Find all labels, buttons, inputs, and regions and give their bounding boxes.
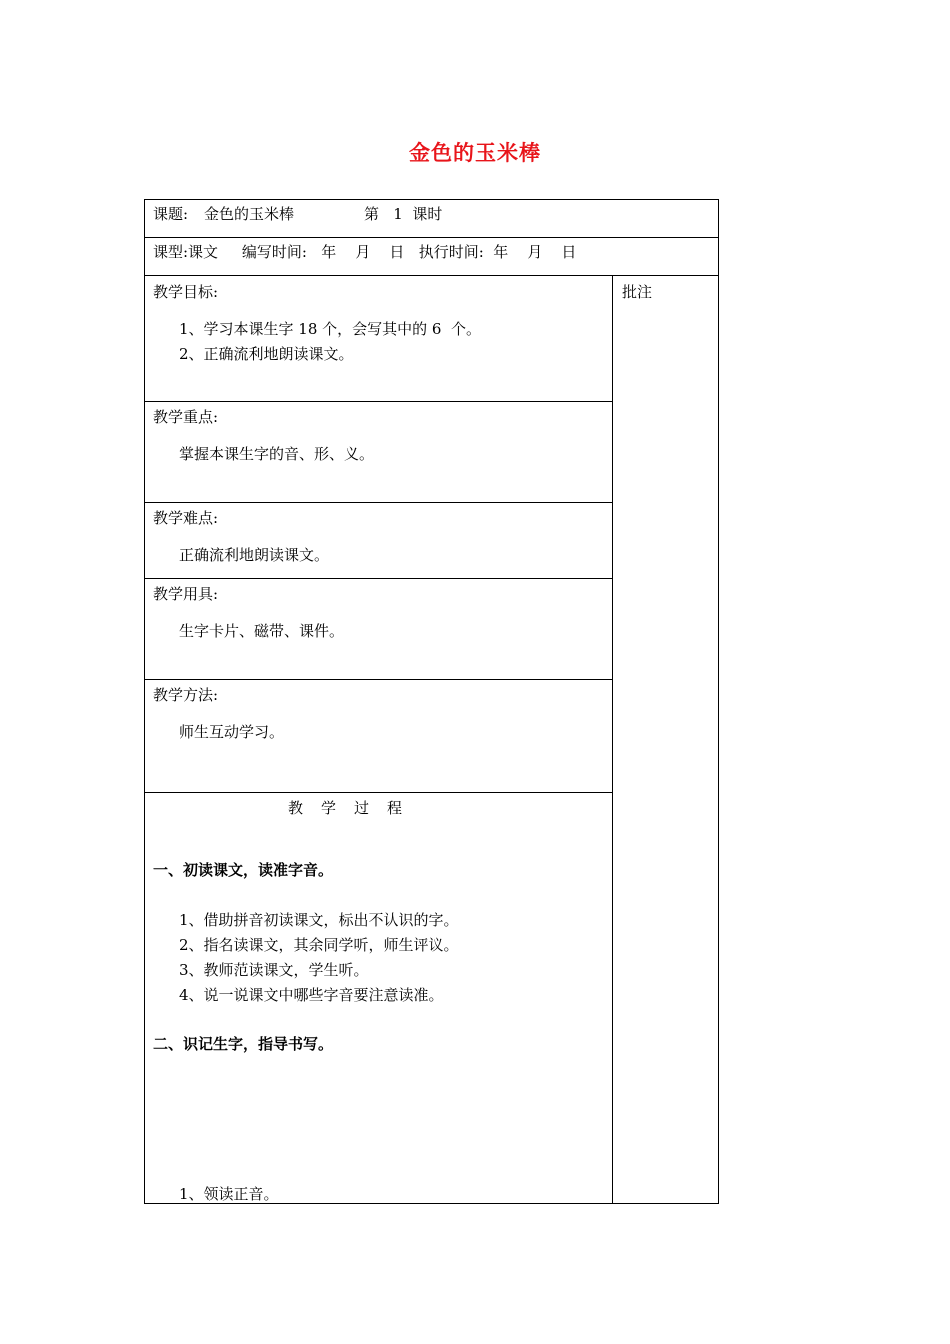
process-step: 1、借助拼音初读课文，标出不认识的字。 <box>179 911 459 929</box>
page-title: 金色的玉米棒 <box>409 141 541 165</box>
row-divider <box>144 237 719 238</box>
process-heading: 教学过程 <box>288 799 421 817</box>
lesson-type-row: 课型:课文 编写时间: 年 月 日 执行时间: 年 月 日 <box>153 243 577 261</box>
row-divider <box>144 275 719 276</box>
methods-text: 师生互动学习。 <box>179 723 285 741</box>
process-part2-heading: 二、识记生字，指导书写。 <box>153 1035 334 1053</box>
difficulties-text: 正确流利地朗读课文。 <box>179 546 330 564</box>
row-divider <box>144 502 612 503</box>
goal-item: 1、学习本课生字 18 个，会写其中的 6 个。 <box>179 320 482 338</box>
process-step: 1、领读正音。 <box>179 1185 279 1203</box>
row-divider <box>144 401 612 402</box>
key-points-text: 掌握本课生字的音、形、义。 <box>179 445 375 463</box>
lesson-title: 金色的玉米棒 <box>204 205 295 223</box>
key-points-heading: 教学重点: <box>153 408 219 426</box>
row-divider <box>144 578 612 579</box>
process-step: 3、教师范读课文，学生听。 <box>179 961 369 979</box>
process-step: 2、指名读课文，其余同学听，师生评议。 <box>179 936 459 954</box>
goal-item: 2、正确流利地朗读课文。 <box>179 345 354 363</box>
tools-text: 生字卡片、磁带、课件。 <box>179 622 345 640</box>
difficulties-heading: 教学难点: <box>153 509 219 527</box>
lesson-label: 课题: <box>153 205 189 223</box>
methods-heading: 教学方法: <box>153 686 219 704</box>
tools-heading: 教学用具: <box>153 585 219 603</box>
annotation-label: 批注 <box>622 283 653 301</box>
process-part1-heading: 一、初读课文，读准字音。 <box>153 861 334 879</box>
row-divider <box>144 679 612 680</box>
row-divider <box>144 792 612 793</box>
process-step: 4、说一说课文中哪些字音要注意读准。 <box>179 986 444 1004</box>
lesson-period: 第 1 课时 <box>364 205 443 223</box>
column-divider <box>612 275 613 1204</box>
goals-heading: 教学目标: <box>153 283 219 301</box>
